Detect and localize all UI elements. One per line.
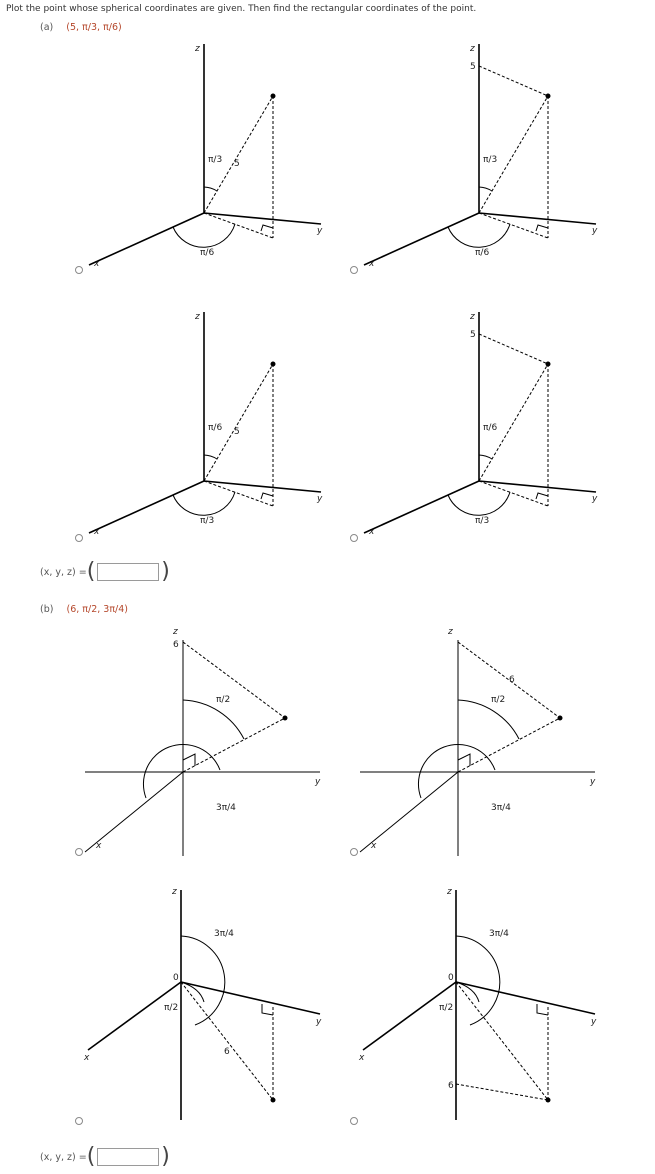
rho-label: 5 [234, 427, 240, 437]
z-axis-label: z [470, 312, 475, 322]
x-axis-label: x [369, 527, 375, 537]
z-axis-label: z [195, 312, 200, 322]
instruction-text: Plot the point whose spherical coordinates are given. Then find the rectangular coordinates of the point. [6, 4, 477, 14]
y-axis-label: y [317, 494, 323, 504]
z-axis-label: z [448, 627, 453, 637]
y-axis-label: y [316, 1017, 322, 1027]
theta-label: π/3 [200, 516, 215, 526]
right-paren: ) [161, 559, 170, 584]
y-axis-label: y [591, 1017, 597, 1027]
part-b-coords: (6, π/2, 3π/4) [66, 604, 128, 615]
z-tick-label: 6 [173, 640, 179, 650]
y-axis-label: y [590, 777, 596, 787]
x-axis-label: x [369, 259, 375, 269]
part-a-coords: (5, π/3, π/6) [66, 22, 122, 33]
answer-row-b [40, 1144, 170, 1169]
z-tick-label: 5 [470, 62, 476, 72]
z-axis-label: z [172, 887, 177, 897]
graph-a4 [360, 306, 600, 546]
theta-label: 3π/4 [491, 803, 511, 813]
x-axis-label: x [96, 841, 102, 851]
option-radio-a4[interactable] [350, 534, 358, 542]
y-axis-label: y [592, 494, 598, 504]
z-axis-label: z [470, 44, 475, 54]
x-axis-label: x [94, 527, 100, 537]
z-axis-label: z [447, 887, 452, 897]
phi-label: π/3 [208, 155, 223, 165]
part-b-label: (b) [40, 604, 54, 615]
part-a-header [40, 22, 122, 33]
option-radio-a3[interactable] [75, 534, 83, 542]
rho-label: 5 [234, 159, 240, 169]
x-axis-label: x [371, 841, 377, 851]
z-axis-label: z [173, 627, 178, 637]
answer-input-b[interactable] [97, 1148, 159, 1166]
graph-a3 [85, 306, 325, 546]
theta-label: 3π/4 [216, 803, 236, 813]
y-axis-label: y [592, 226, 598, 236]
answer-row-a [40, 559, 170, 584]
option-radio-a2[interactable] [350, 266, 358, 274]
option-radio-a1[interactable] [75, 266, 83, 274]
origin-label: 0 [173, 973, 179, 983]
part-a-label: (a) [40, 22, 54, 33]
left-paren: ( [86, 1144, 96, 1169]
answer-input-a[interactable] [97, 563, 159, 581]
rho-label: 6 [224, 1047, 230, 1057]
z-tick-label: 5 [470, 330, 476, 340]
graph-b1 [80, 620, 330, 860]
graph-b4 [355, 884, 605, 1124]
graph-b3 [80, 884, 330, 1124]
part-b-header [40, 604, 128, 615]
left-paren: ( [86, 559, 96, 584]
graph-a2 [360, 38, 600, 278]
x-axis-label: x [359, 1053, 365, 1063]
z-tick-label: 6 [448, 1081, 454, 1091]
theta-label: π/6 [475, 248, 490, 258]
phi-label: 3π/4 [489, 929, 509, 939]
phi-label: π/2 [216, 695, 231, 705]
phi-label: π/6 [483, 423, 498, 433]
rho-label: 6 [509, 675, 515, 685]
phi-label: π/2 [491, 695, 506, 705]
x-axis-label: x [94, 259, 100, 269]
answer-prefix-b: (x, y, z) = [40, 1151, 87, 1163]
graph-b2 [355, 620, 605, 860]
phi-label: 3π/4 [214, 929, 234, 939]
answer-prefix-a: (x, y, z) = [40, 566, 87, 578]
y-axis-label: y [315, 777, 321, 787]
phi-label: π/6 [208, 423, 223, 433]
right-paren: ) [161, 1144, 170, 1169]
origin-label: 0 [448, 973, 454, 983]
z-axis-label: z [195, 44, 200, 54]
theta-label: π/3 [475, 516, 490, 526]
theta-label: π/2 [164, 1003, 179, 1013]
phi-label: π/3 [483, 155, 498, 165]
y-axis-label: y [317, 226, 323, 236]
theta-label: π/2 [439, 1003, 454, 1013]
theta-label: π/6 [200, 248, 215, 258]
x-axis-label: x [84, 1053, 90, 1063]
graph-a1 [85, 38, 325, 278]
